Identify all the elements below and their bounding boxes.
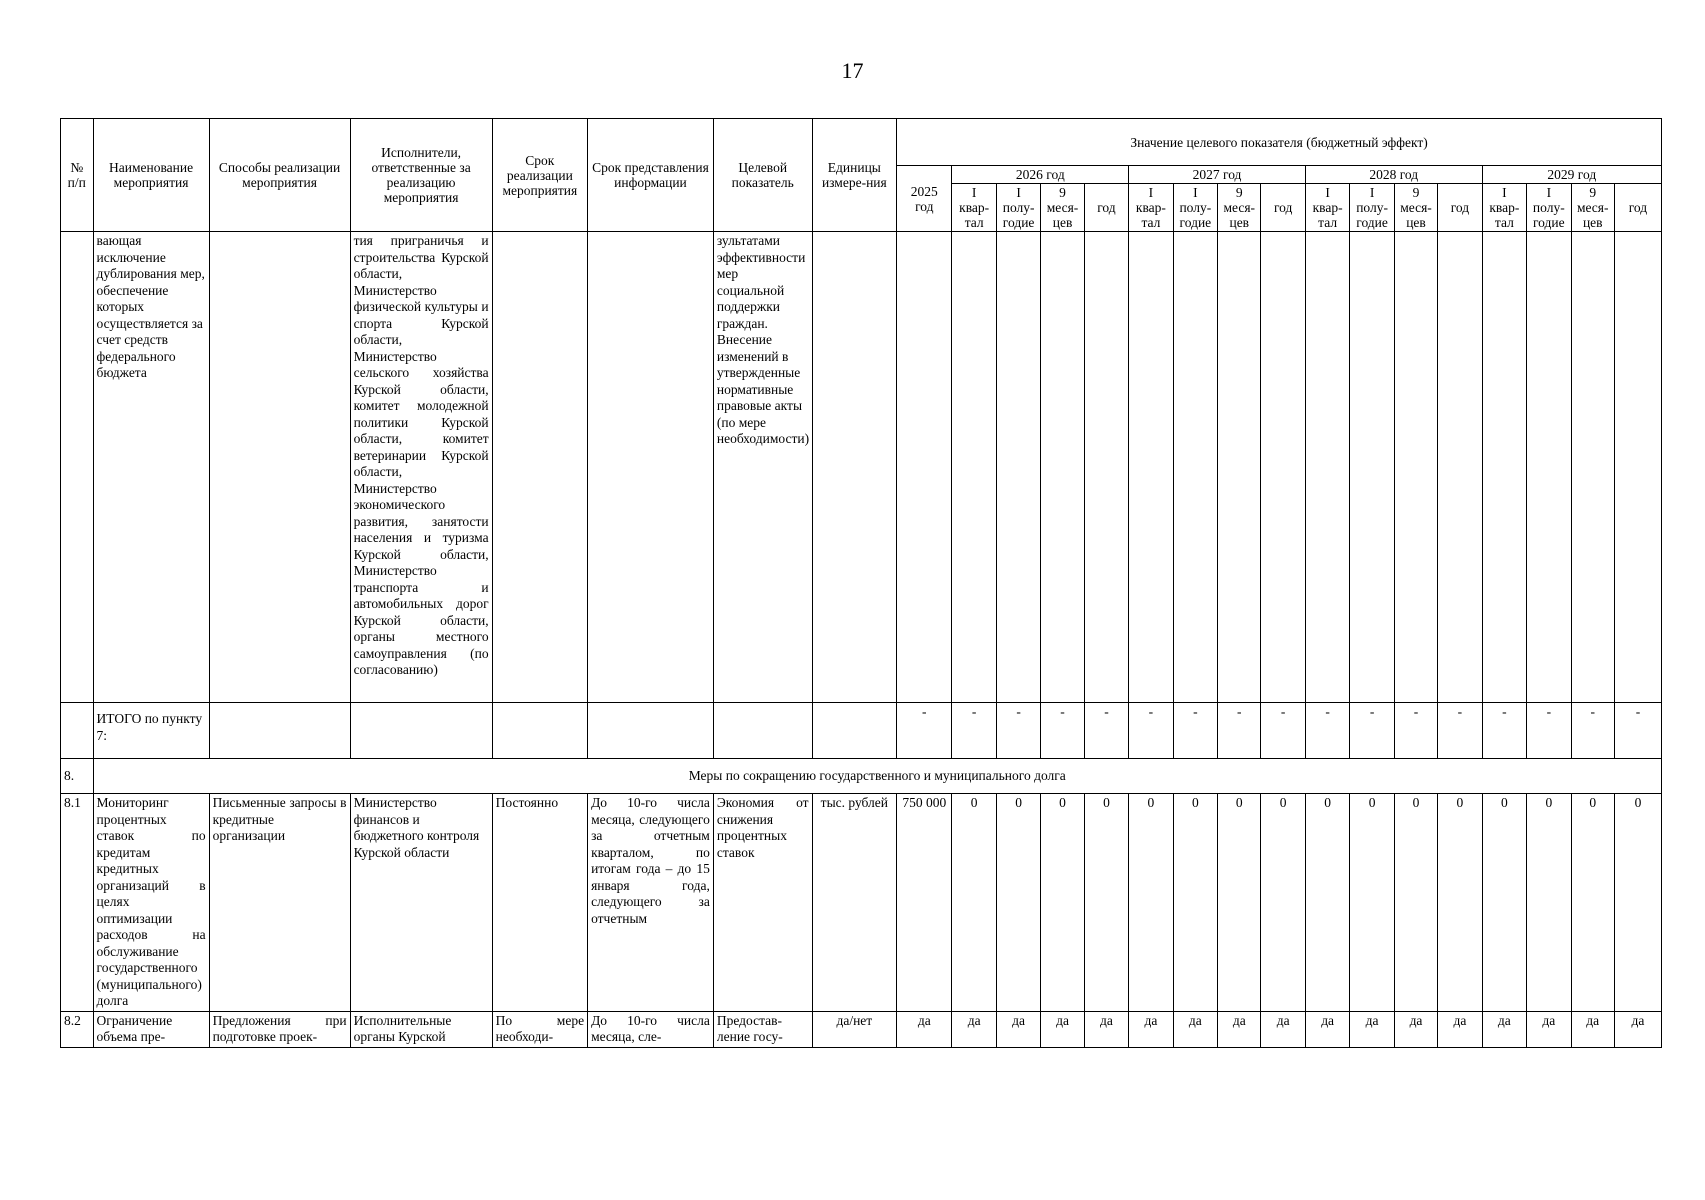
col-header-target: Целевой показатель: [713, 119, 812, 232]
sub-year-2028: год: [1438, 184, 1482, 232]
cell-units: да/нет: [812, 1011, 897, 1047]
value-cell: да: [1129, 1011, 1173, 1047]
value-cell: -: [1305, 703, 1349, 759]
value-cell: 0: [1084, 794, 1128, 1012]
col-header-units: Единицы измере-ния: [812, 119, 897, 232]
col-header-2025: 2025 год: [897, 166, 952, 232]
col-header-executors: Исполнители, ответственные за реализацию мероприятия: [350, 119, 492, 232]
page-number: 17: [841, 58, 864, 83]
table-header: [61, 119, 1662, 232]
col-header-2026: 2026 год: [952, 166, 1129, 184]
col-header-name: Наименование мероприятия: [93, 119, 209, 232]
sub-h1-2028: I полу-годие: [1350, 184, 1394, 232]
value-cell: -: [1218, 703, 1261, 759]
sub-h1-2027: I полу-годие: [1173, 184, 1217, 232]
value-cell: -: [1394, 703, 1437, 759]
sub-m9-2028: 9 меся-цев: [1394, 184, 1437, 232]
value-cell: -: [897, 703, 952, 759]
value-cell: -: [1173, 703, 1217, 759]
value-cell: да: [1482, 1011, 1526, 1047]
value-cell: да: [1261, 1011, 1305, 1047]
sub-q1-2026: I квар-тал: [952, 184, 996, 232]
value-cell: да: [1571, 1011, 1614, 1047]
value-cell: 0: [1041, 794, 1084, 1012]
col-header-num: № п/п: [61, 119, 94, 232]
value-cell: да: [1041, 1011, 1084, 1047]
col-header-2027: 2027 год: [1129, 166, 1306, 184]
sub-m9-2027: 9 меся-цев: [1218, 184, 1261, 232]
value-cell: -: [1041, 703, 1084, 759]
value-cell: 0: [1350, 794, 1394, 1012]
value-cell: -: [1084, 703, 1128, 759]
value-cell: -: [1261, 703, 1305, 759]
value-cell: да: [1218, 1011, 1261, 1047]
value-cell: 0: [1261, 794, 1305, 1012]
value-cell: да: [952, 1011, 996, 1047]
sub-m9-2026: 9 меся-цев: [1041, 184, 1084, 232]
sub-h1-2029: I полу-годие: [1527, 184, 1571, 232]
cell-empty: [61, 703, 94, 759]
cell-empty: [588, 232, 714, 703]
table-row-8-2: [61, 1011, 1662, 1047]
cell-executors: тия приграничья и строительства Курской области, Министерство физической культуры и спорта Курской области, Министерство сельского хозяйства Курской области, комитет молодежной политики Курской области, комитет ветеринарии Курской области, Министерство экономического развития, занятости населения и туризма Курской области, Министерство транспорта и автомобильных дорог Курской области, органы местного самоуправления (по согласованию): [350, 232, 492, 703]
sub-year-2026: год: [1084, 184, 1128, 232]
cell-empty: [209, 232, 350, 703]
value-cell: 0: [1173, 794, 1217, 1012]
value-cell: да: [1084, 1011, 1128, 1047]
cell-target: Экономия от снижения процентных ставок: [713, 794, 812, 1012]
col-header-2029: 2029 год: [1482, 166, 1661, 184]
value-cell: 0: [1218, 794, 1261, 1012]
sub-q1-2028: I квар-тал: [1305, 184, 1349, 232]
cell-deadline: Постоянно: [492, 794, 587, 1012]
cell-methods: Письменные запросы в кредитные организации: [209, 794, 350, 1012]
col-header-info-deadline: Срок представления информации: [588, 119, 714, 232]
col-header-2028: 2028 год: [1305, 166, 1482, 184]
value-cell: -: [1350, 703, 1394, 759]
cell-name: Мониторинг процентных ставок по кредитам кредитных организаций в целях оптимизации расходов на обслуживание государственного (муниципального) долга: [93, 794, 209, 1012]
value-cell: 0: [1438, 794, 1482, 1012]
value-cell: -: [952, 703, 996, 759]
itogo-label: ИТОГО по пункту 7:: [93, 703, 209, 759]
value-cell: -: [1438, 703, 1482, 759]
cell-deadline: По мере необходи-: [492, 1011, 587, 1047]
cell-info-deadline: До 10-го числа месяца, следующего за отчетным кварталом, по итогам года – до 15 января года, следующего за отчетным: [588, 794, 714, 1012]
value-cell: -: [1482, 703, 1526, 759]
value-cell: да: [1173, 1011, 1217, 1047]
cell-units: тыс. рублей: [812, 794, 897, 1012]
cell-target: зультатами эффективности мер социальной поддержки граждан. Внесение изменений в утвержденные нормативные правовые акты (по мере необходимости): [713, 232, 812, 703]
cell-executors: Исполнительные органы Курской: [350, 1011, 492, 1047]
value-cell: 0: [1394, 794, 1437, 1012]
value-cell: -: [1527, 703, 1571, 759]
value-cell: да: [1350, 1011, 1394, 1047]
section-title: Меры по сокращению государственного и муниципального долга: [93, 759, 1661, 794]
cell-executors: Министерство финансов и бюджетного контроля Курской области: [350, 794, 492, 1012]
section-row-8: [61, 759, 1662, 794]
value-cell: 0: [1482, 794, 1526, 1012]
value-cell: 0: [1571, 794, 1614, 1012]
col-header-deadline: Срок реализации мероприятия: [492, 119, 587, 232]
section-number: 8.: [61, 759, 94, 794]
row-number: 8.1: [61, 794, 94, 1012]
value-cell: -: [996, 703, 1040, 759]
cell-target: Предостав-ление госу-: [713, 1011, 812, 1047]
value-cell: 0: [996, 794, 1040, 1012]
value-cell: -: [1571, 703, 1614, 759]
value-cell: 0: [1129, 794, 1173, 1012]
col-header-methods: Способы реализации мероприятия: [209, 119, 350, 232]
value-cell: да: [996, 1011, 1040, 1047]
value-cell: -: [1129, 703, 1173, 759]
value-cell: 0: [1527, 794, 1571, 1012]
value-cell: да: [1614, 1011, 1661, 1047]
col-header-target-value: Значение целевого показателя (бюджетный эффект): [897, 119, 1662, 166]
value-cell: -: [1614, 703, 1661, 759]
value-cell: 750 000: [897, 794, 952, 1012]
cell-empty: [812, 232, 897, 703]
row-number: 8.2: [61, 1011, 94, 1047]
value-cell: 0: [952, 794, 996, 1012]
cell-info-deadline: До 10-го числа месяца, сле-: [588, 1011, 714, 1047]
cell-empty: [61, 232, 94, 703]
value-cell: да: [897, 1011, 952, 1047]
cell-name: Ограничение объема пре-: [93, 1011, 209, 1047]
sub-year-2027: год: [1261, 184, 1305, 232]
sub-q1-2029: I квар-тал: [1482, 184, 1526, 232]
sub-year-2029: год: [1614, 184, 1661, 232]
value-cell: 0: [1614, 794, 1661, 1012]
sub-h1-2026: I полу-годие: [996, 184, 1040, 232]
table-row-itogo: [61, 703, 1662, 759]
sub-q1-2027: I квар-тал: [1129, 184, 1173, 232]
table-row-8-1: [61, 794, 1662, 1012]
value-cell: да: [1305, 1011, 1349, 1047]
cell-name: вающая исключение дублирования мер, обеспечение которых осуществляется за счет средств федерального бюджета: [93, 232, 209, 703]
sub-m9-2029: 9 меся-цев: [1571, 184, 1614, 232]
table-row-continued: [61, 232, 1662, 703]
cell-empty: [492, 232, 587, 703]
value-cell: 0: [1305, 794, 1349, 1012]
value-cell: да: [1394, 1011, 1437, 1047]
value-cell: да: [1527, 1011, 1571, 1047]
value-cell: да: [1438, 1011, 1482, 1047]
cell-methods: Предложения при подготовке проек-: [209, 1011, 350, 1047]
measures-table: [60, 118, 1662, 1048]
